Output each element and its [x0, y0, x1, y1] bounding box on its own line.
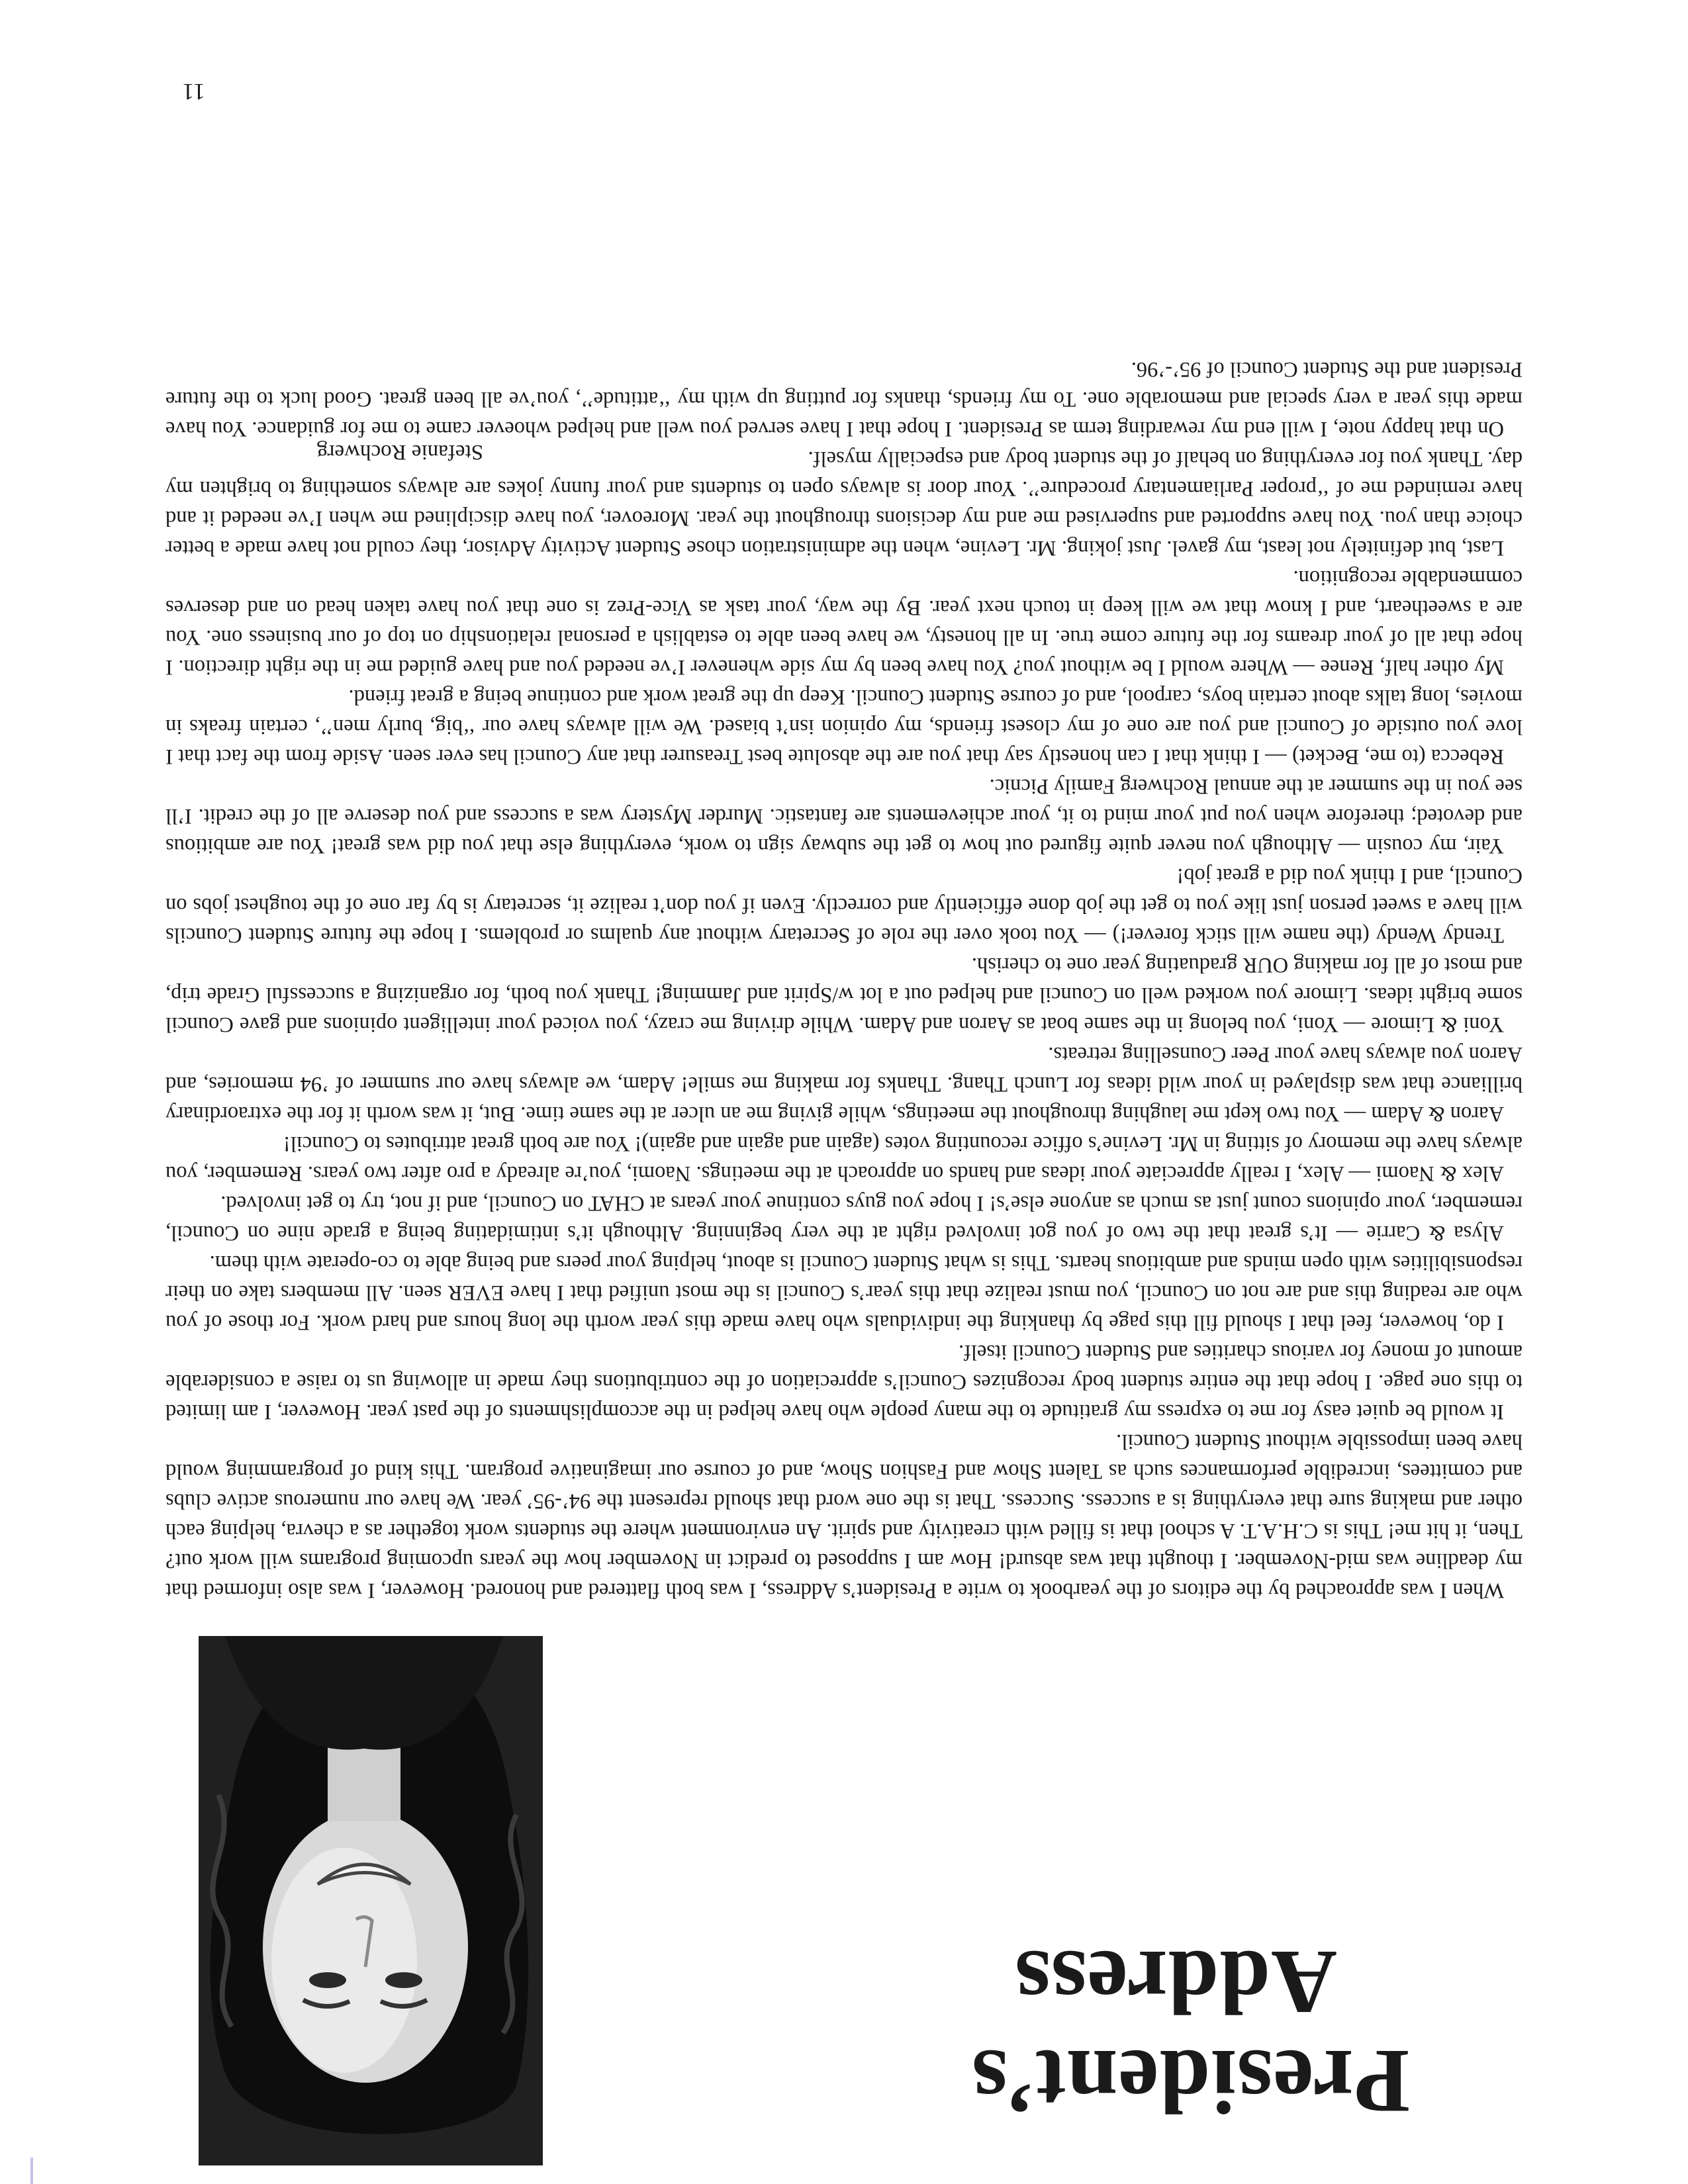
scan-edge-mark — [30, 2158, 33, 2184]
portrait-photo — [199, 1636, 543, 2165]
title-line-1: President’s — [971, 2031, 1410, 2132]
paragraph-7: Yoni & Limore — Yoni, you belong in the same boat as Aaron and Adam. While driving me crazy, you voiced your intelligent opinions and gave Council some bright ideas. Limore you worked well on Council and helped out a lot w/Spirit and Jamming! Thank you both, for organizing a successful Grade trip, and most of all for making OUR graduating year one to cherish. — [165, 953, 1523, 1036]
paragraph-5: Alex & Naomi — Alex, I really appreciate your ideas and hands on approach at the meetings. Naomi, you’re already a pro after two years. Remember, you always have the memory of sitting in Mr. Levine’s office recounting votes (again and again and again)! You are both great attributes to Council! — [165, 1132, 1523, 1185]
paragraph-13: On that happy note, I will end my rewarding term as President. I hope that I have served you well and helped whoever came to me for guidance. You have made this year a very special and memorable one. To my friends, thanks for putting up with my ‘‘attitude’’, you’ve all been great. Good luck to the future President and the Student Council of 95’-’96. — [165, 357, 1523, 441]
paragraph-2: It would be quiet easy for me to express my gratitude to the many people who have helped in the accomplishments of the past year. However, I am limited to this one page. I hope that the entire student body recognizes Council’s appreciation of the contributions they made in allowing us to raise a considerable amount of money for various charities and Student Council itself. — [165, 1340, 1523, 1424]
paragraph-10: Rebecca (to me, Becket) — I think that I can honestly say that you are the absolute best Treasurer that any Council has ever seen. Aside from the fact that I love you outside of Council and you are one of my closest friends, my opinion isn’t biased. We will always have our ‘‘big, burly men’’, certain freaks in movies, long talks about certain boys, carpool, and of course Student Council. Keep up the great work and continue being a great friend. — [165, 685, 1523, 768]
paragraph-3: I do, however, feel that I should fill this page by thanking the individuals who have made this year worth the long hours and hard work. For those of you who are reading this and are not on Council, you must realize that this year’s Council is the most unified that I have EVER seen. All members take on their responsibilities with open minds and ambitious hearts. This is what Student Council is about, helping your peers and being able to co-operate with them. — [165, 1251, 1523, 1334]
paragraph-9: Yair, my cousin — Although you never quite figured out how to get the subway sign to work, everything else that you did was great! You are ambitious and devoted; therefore when you put your mind to it, your achievements are fantastic. Murder Mystery was a success and you deserve all of the credit. I’ll see you in the summer at the annual Rochwerg Family Picnic. — [165, 774, 1523, 858]
page-number: 11 — [182, 79, 205, 105]
address-body — [165, 354, 1523, 1605]
paragraph-12: Last, but definitely not least, my gavel. Just joking. Mr. Levine, when the administration chose Student Activity Advisor, they could not have made a better choice than you. You have supported and supervised me and my decisions throughout the year. Moreover, you have disciplined me when I’ve needed it and have reminded me of ‘‘proper Parliamentary procedure’’. Your door is always open to students and your funny jokes are always something to brighten my day. Thank you for everything on behalf of the student body and especially myself. — [165, 447, 1523, 560]
page-title — [642, 1933, 1423, 2131]
paragraph-11: My other half, Renee — Where would I be without you? You have been by my side whenever I’ve needed you and have guided me in the right direction. I hope that all of your dreams for the future come true. In all honesty, we have been able to establish a personal relationship on top of our business one. You are a sweetheart, and I know that we will keep in touch next year. By the way, your task as Vice-Prez is one that you have taken head on and deserves commendable recognition. — [165, 566, 1523, 679]
signature: Stefanie Rochwerg — [316, 440, 483, 464]
paragraph-8: Trendy Wendy (the name will stick forever!) — You took over the role of Secretary without any qualms or problems. I hope the future Student Councils will have a sweet person just like you to get the job done efficiently and correctly. Even if you don’t realize it, secretary is by far one of the toughest jobs on Council, and I think you did a great job! — [165, 864, 1523, 947]
paragraph-1: When I was approached by the editors of the yearbook to write a President’s Address, I was both flattered and honored. However, I was also informed that my deadline was mid-November. I thought that was absurd! How am I supposed to predict in November how the years upcoming programs will work out? Then, it hit me! This is C.H.A.T. A school that is filled with creativity and spirit. An environment where the students work together as a chevra, helping each other and making sure that everything is a success. Success. That is the one word that should represent the 94’-95’ year. We have our numerous active clubs and comittees, incredible performances such as Talent Show and Fashion Show, and of course our imaginative program. This kind of programming would have been impossible without Student Council. — [165, 1430, 1523, 1602]
title-line-2: Address — [1014, 1932, 1337, 2033]
portrait-photo-icon — [199, 1636, 543, 2165]
paragraph-6: Aaron & Adam — You two kept me laughing throughout the meetings, while giving me an ulcer at the same time. But, it was worth it for the extraordinary brilliance that was displayed in your wild ideas for Lunch Thang. Thanks for making me smile! Adam, we always have our summer of ’94 memories, and Aaron you always have your Peer Counselling retreats. — [165, 1042, 1523, 1126]
paragraph-4: Alysa & Carrie — It’s great that the two of you got involved right at the very beginning. Although it’s intimidating being a grade nine on Council, remember, your opinions count just as much as anyone else’s! I hope you guys continue your years at CHAT on Council, and if not, try to get involved. — [165, 1191, 1523, 1245]
